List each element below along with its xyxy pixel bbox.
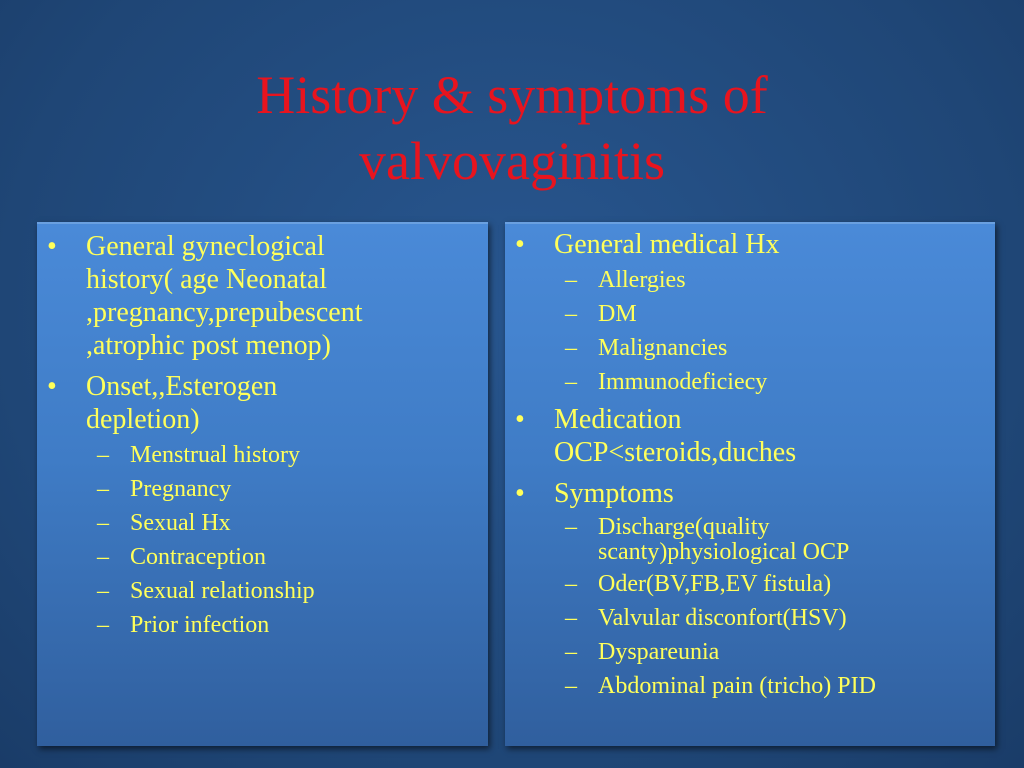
sub-item-text: Allergies	[598, 267, 686, 293]
bullet-text: General gyneclogical history( age Neonatal ,pregnancy,prepubescent ,atrophic post menop)	[86, 231, 363, 361]
bullet-item	[37, 230, 488, 362]
sub-item	[505, 638, 995, 667]
sub-item-text: Sexual relationship	[130, 578, 315, 604]
sub-item	[37, 543, 488, 572]
bullet-text: Medication OCP<steroids,duches	[554, 404, 797, 468]
sub-item-text: Malignancies	[598, 335, 728, 361]
bullet-icon: •	[515, 404, 525, 435]
sub-item	[37, 577, 488, 606]
dash-icon: –	[565, 335, 577, 361]
sub-item-text: Immunodeficiecy	[598, 369, 768, 395]
sub-item-text: Pregnancy	[130, 476, 232, 502]
sub-item	[505, 334, 995, 363]
right-content-box	[505, 222, 995, 746]
left-bullet-list	[37, 224, 488, 640]
dash-icon: –	[565, 605, 577, 631]
sub-item-text: Discharge(quality scanty)physiological OCP	[598, 514, 850, 565]
dash-icon: –	[97, 442, 109, 468]
bullet-text: Onset,,Esterogen depletion)	[86, 371, 278, 435]
sub-item	[505, 368, 995, 397]
dash-icon: –	[97, 544, 109, 570]
sub-item-text: Abdominal pain (tricho) PID	[598, 673, 876, 699]
dash-icon: –	[97, 612, 109, 638]
sub-item-text: Valvular disconfort(HSV)	[598, 605, 847, 631]
sub-item	[37, 611, 488, 640]
sub-item-text: Prior infection	[130, 612, 270, 638]
dash-icon: –	[97, 510, 109, 536]
dash-icon: –	[565, 571, 577, 597]
left-content-box	[37, 222, 488, 746]
bullet-icon: •	[515, 478, 525, 509]
sub-item	[37, 509, 488, 538]
bullet-item	[505, 403, 995, 469]
sub-item-text: Menstrual history	[130, 442, 300, 468]
dash-icon: –	[565, 301, 577, 327]
dash-icon: –	[565, 267, 577, 293]
slide-title: History & symptoms of valvovaginitis	[256, 65, 768, 191]
sub-item	[505, 672, 995, 701]
bullet-item	[505, 477, 995, 510]
right-bullet-list	[505, 224, 995, 701]
sub-item	[37, 441, 488, 470]
sub-item	[37, 475, 488, 504]
bullet-icon: •	[47, 371, 57, 402]
sub-item	[505, 300, 995, 329]
dash-icon: –	[565, 369, 577, 395]
dash-icon: –	[565, 514, 577, 540]
bullet-icon: •	[515, 229, 525, 260]
sub-item-text: Contraception	[130, 544, 266, 570]
sub-item	[505, 570, 995, 599]
sub-item-text: Sexual Hx	[130, 510, 231, 536]
dash-icon: –	[97, 578, 109, 604]
sub-item-text: Dyspareunia	[598, 639, 720, 665]
bullet-item	[505, 228, 995, 261]
bullet-text: Symptoms	[554, 478, 674, 509]
dash-icon: –	[565, 639, 577, 665]
bullet-text: General medical Hx	[554, 229, 780, 260]
sub-item	[505, 515, 995, 565]
bullet-item	[37, 370, 488, 436]
dash-icon: –	[565, 673, 577, 699]
sub-item	[505, 266, 995, 295]
sub-item-text: Oder(BV,FB,EV fistula)	[598, 571, 832, 597]
dash-icon: –	[97, 476, 109, 502]
bullet-icon: •	[47, 231, 57, 262]
sub-item-text: DM	[598, 301, 637, 327]
sub-item	[505, 604, 995, 633]
